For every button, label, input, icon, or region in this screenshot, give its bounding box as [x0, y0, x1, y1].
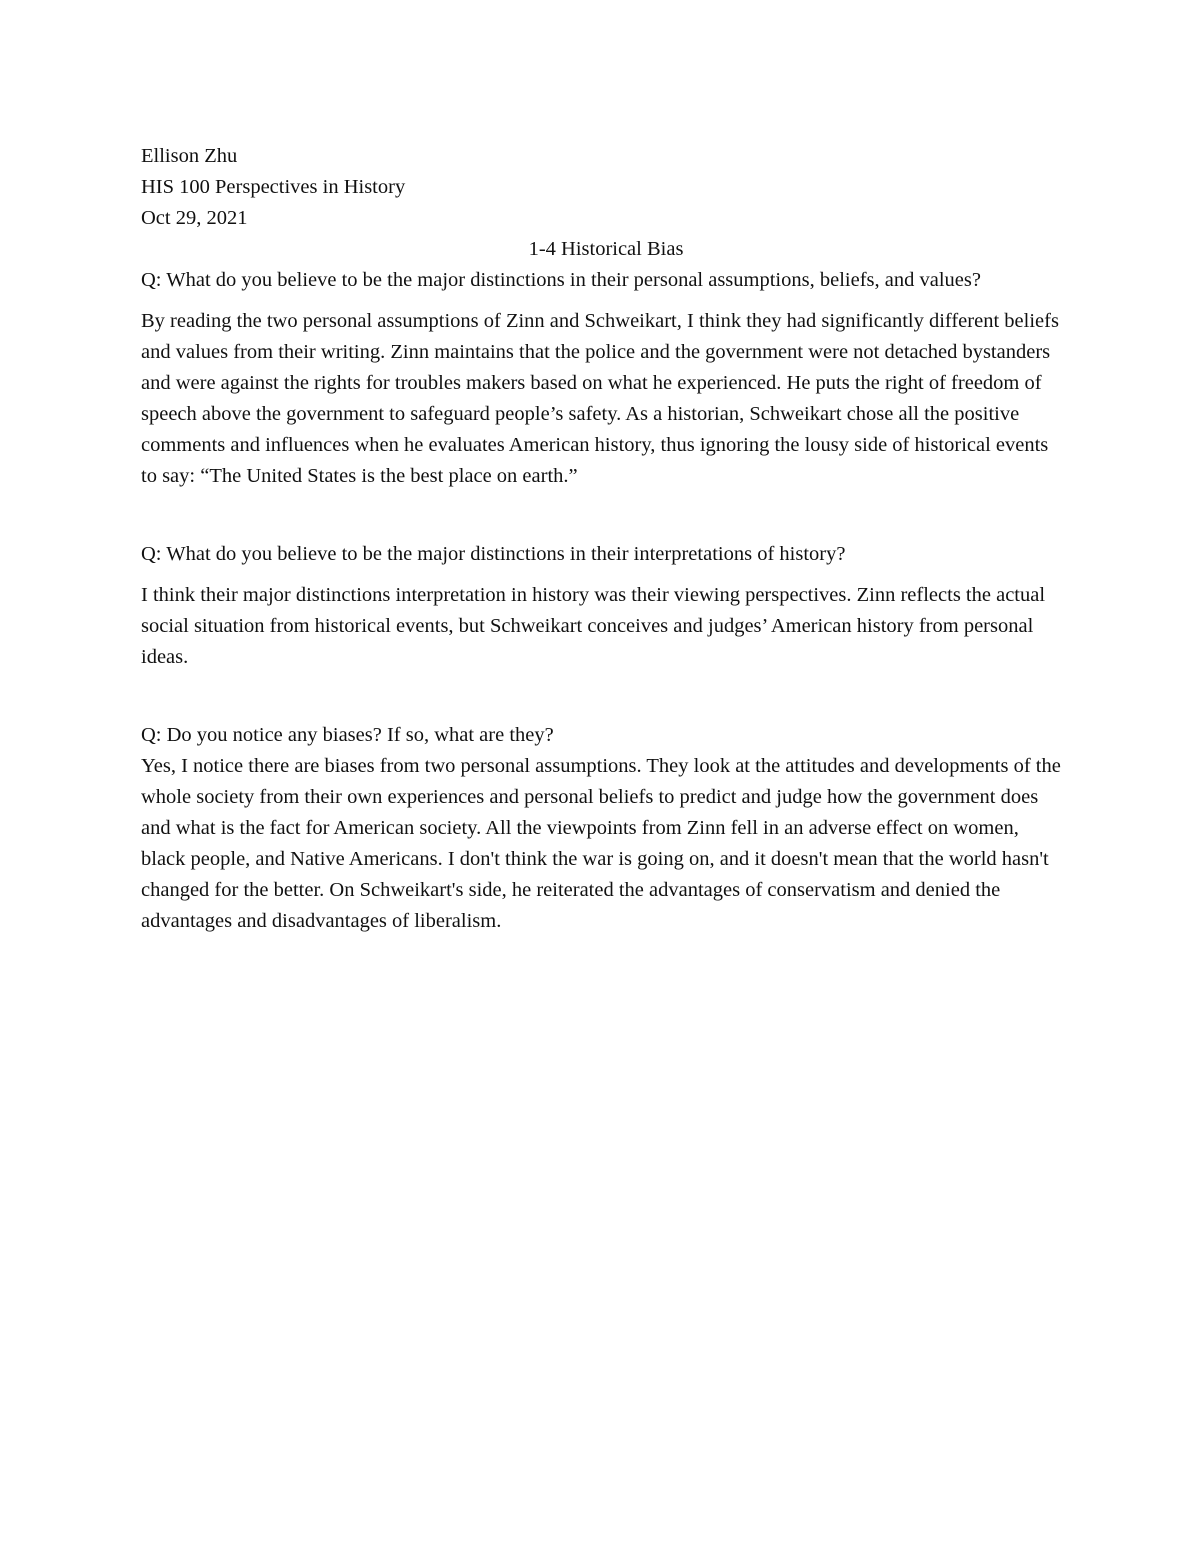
question-2: Q: What do you believe to be the major distinctions in their interpretations of history? [141, 543, 846, 565]
answer-3: Yes, I notice there are biases from two personal assumptions. They look at the attitudes and developments of the whole society from their own experiences and personal beliefs to predict and judge how the government does and what is the fact for American society. All the viewpoints from Zinn fell in an adverse effect on women, black people, and Native Americans. I don't think the war is going on, and it doesn't mean that the world hasn't changed for the better. On Schweikart's side, he reiterated the advantages of conservatism and denied the advantages and disadvantages of liberalism. [141, 755, 1061, 932]
document-body [141, 141, 1061, 937]
answer-1: By reading the two personal assumptions of Zinn and Schweikart, I think they had significantly different beliefs and values from their writing. Zinn maintains that the police and the government were not detached bystanders and were against the rights for troubles makers based on what he experienced. He puts the right of freedom of speech above the government to safeguard people’s safety. As a historian, Schweikart chose all the positive comments and influences when he evaluates American history, thus ignoring the lousy side of historical events to say: “The United States is the best place on earth.” [141, 310, 1059, 487]
course-name: HIS 100 Perspectives in History [141, 176, 406, 198]
document-title: 1-4 Historical Bias [528, 238, 684, 260]
document-date: Oct 29, 2021 [141, 207, 248, 229]
author-name: Ellison Zhu [141, 145, 238, 167]
answer-2: I think their major distinctions interpretation in history was their viewing perspectives. Zinn reflects the actual social situation from historical events, but Schweikart conceives and judges’ American history from personal ideas. [141, 584, 1046, 668]
question-3: Q: Do you notice any biases? If so, what are they? [141, 724, 554, 746]
question-1: Q: What do you believe to be the major distinctions in their personal assumptions, beliefs, and values? [141, 269, 981, 291]
